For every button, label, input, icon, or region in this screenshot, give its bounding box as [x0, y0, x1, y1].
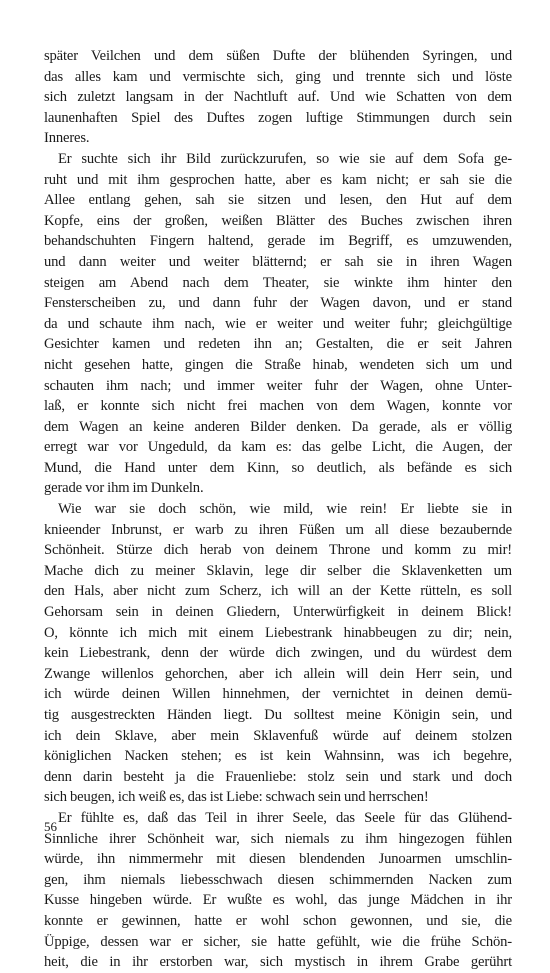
text-line: das alles kam und vermischte sich, ging und trennte sich und löste	[44, 68, 512, 85]
text-line: Schönheit. Stürze dich herab von deinem Throne und komm zu mir!	[44, 542, 512, 559]
text-line: königlichen Nacken stehen; es ist kein Wahnsinn, was ich begehre,	[44, 748, 512, 765]
text-line: konnte er gewinnen, hatte er wohl schon gewonnen, und sie, die	[44, 912, 512, 929]
text-line: gen, ihm niemals liebesschwach diesen schimmernden Nacken zum	[44, 871, 512, 888]
text-line: erregt war vor Ungeduld, da kam es: das gelbe Licht, die Augen, der	[44, 439, 512, 456]
text-line: Üppige, dessen war er sicher, sie hatte gefühlt, wie die frühe Schön-	[44, 933, 512, 950]
text-line: Mache dich zu meiner Sklavin, lege dir selber die Sklavenketten um	[44, 562, 512, 579]
text-line: tig ausgestreckten Händen liegt. Du solltest meine Königin sein, und	[44, 707, 512, 723]
text-line: Sinnliche ihrer Schönheit war, sich niemals zu ihm hingezogen fühlen	[44, 830, 512, 847]
text-line: heit, die in ihr erstorben war, sich mystisch in ihrem Grabe gerührt	[44, 954, 512, 971]
text-line: behandschuhten Fingern haltend, gerade im Begriff, es umzuwenden,	[44, 233, 512, 250]
paragraph	[44, 499, 512, 808]
text-line: Gehorsam sein in deinen Gliedern, Unterwürfigkeit in deinem Blick!	[44, 604, 512, 621]
text-line: launenhaften Spiel des Duftes zogen luftige Stimmungen durch sein	[44, 109, 512, 126]
text-line: da und schaute ihm nach, wie er weiter und weiter fuhr; gleichgültige	[44, 315, 512, 332]
text-line: ich dein Sklave, aber mein Sklavenfuß würde auf deinem stolzen	[44, 727, 512, 744]
text-line: laß, er konnte sich nicht frei machen von dem Wagen, konnte vor	[44, 398, 512, 415]
text-line: den Hals, aber nicht zum Scherz, ich will an der Kette rütteln, es soll	[44, 583, 512, 600]
text-line: Allee entlang gehen, sah sie sitzen und lesen, den Hut auf dem	[44, 192, 512, 209]
text-line: kein Liebestrank, denn der würde dich zwingen, und du würdest dem	[44, 645, 512, 662]
paragraph	[44, 149, 512, 499]
text-line: Kusse hingeben würde. Er wußte es wohl, das junge Mädchen in ihr	[44, 892, 512, 909]
page-number: 56	[44, 819, 57, 834]
text-line: denn darin besteht ja die Frauenliebe: stolz sein und stark und doch	[44, 768, 512, 785]
text-line: später Veilchen und dem süßen Dufte der blühenden Syringen, und	[44, 48, 512, 64]
text-line: gerade vor ihm im Dunkeln.	[44, 480, 204, 497]
text-line: Zwange willenlos gehorchen, aber ich allein will dein Herr sein, und	[44, 665, 512, 682]
text-line: dem Wagen an keine anderen Bilder denken. Da gerade, als er völlig	[44, 418, 512, 435]
text-line: schauten ihm nach; und immer weiter fuhr der Wagen, ohne Unter-	[44, 377, 512, 394]
text-line: Wie war sie doch schön, wie mild, wie rein! Er liebte sie in	[58, 501, 512, 518]
text-line: O, könnte ich mich mit einem Liebestrank hinabbeugen zu dir; nein,	[44, 624, 512, 641]
text-line: und dann weiter und weiter blätternd; er sah sie in ihren Wagen	[44, 253, 512, 270]
text-line: Er suchte sich ihr Bild zurückzurufen, so wie sie auf dem Sofa ge-	[58, 150, 512, 167]
text-line: knieender Inbrunst, er warb zu ihren Füßen um all diese bezaubernde	[44, 521, 512, 538]
paragraph	[44, 46, 512, 149]
text-line: Gesichter kamen und redeten ihn an; Gestalten, die er seit Jahren	[44, 336, 512, 353]
text-line: Kopfe, eins der großen, weißen Blätter des Buches zwischen ihren	[44, 212, 512, 229]
text-line: ruht und mit ihm gesprochen hatte, aber es kam nicht; er sah sie die	[44, 171, 512, 188]
page-body	[44, 46, 512, 973]
paragraph	[44, 808, 512, 973]
text-line: sich zuletzt langsam in der Nachtluft auf. Und wie Schatten von dem	[44, 89, 512, 106]
text-line: sich beugen, ich weiß es, das ist Liebe: schwach sein und herrschen!	[44, 789, 429, 806]
text-line: Er fühlte es, daß das Teil in ihrer Seele, das Seele für das Glühend-	[58, 809, 512, 826]
text-line: ich würde deinen Willen hinnehmen, der vernichtet in deinen demü-	[44, 686, 512, 703]
text-line: würde, ihn nimmermehr mit diesen blendenden Junoarmen umschlin-	[44, 851, 512, 868]
text-line: steigen am Abend nach dem Theater, sie winkte ihm hinter den	[44, 274, 512, 291]
text-line: Mund, die Hand unter dem Kinn, so deutlich, als befände es sich	[44, 459, 512, 476]
text-line: Fensterscheiben zu, und dann fuhr der Wagen davon, und er stand	[44, 295, 512, 312]
text-line: Inneres.	[44, 130, 90, 147]
text-line: nicht gesehen hatte, gingen die Straße hinab, wendeten sich um und	[44, 356, 512, 373]
